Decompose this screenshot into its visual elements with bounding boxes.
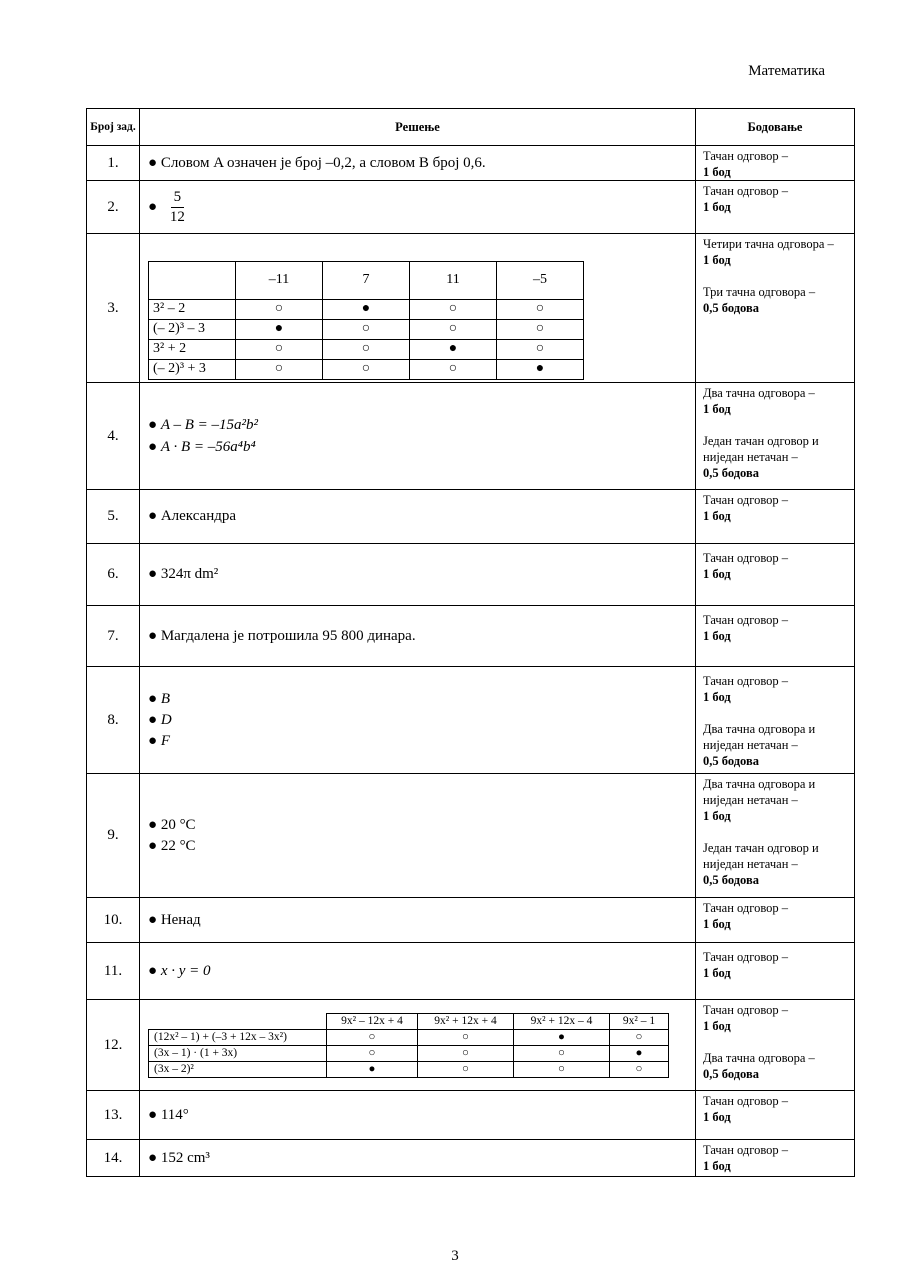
bullet: ● bbox=[148, 439, 158, 455]
header-scoring: Бодовање bbox=[696, 109, 855, 146]
bullet: ● bbox=[148, 816, 158, 833]
task-number: 7. bbox=[87, 606, 140, 667]
grid-mark: ● bbox=[410, 339, 497, 359]
task-number: 11. bbox=[87, 943, 140, 1000]
task-number: 9. bbox=[87, 774, 140, 898]
task-number: 13. bbox=[87, 1091, 140, 1140]
scoring-cell bbox=[696, 234, 855, 383]
grid-mark: ● bbox=[323, 299, 410, 319]
answer-cell bbox=[140, 606, 696, 667]
scoring-line: Тачан одговор – bbox=[703, 1003, 789, 1017]
solutions-table bbox=[86, 108, 855, 1177]
scoring-cell bbox=[696, 1091, 855, 1140]
grid-row-label: (– 2)³ + 3 bbox=[149, 359, 236, 379]
answer-cell bbox=[140, 1000, 696, 1091]
table-row bbox=[87, 181, 855, 234]
answer-fraction bbox=[167, 188, 188, 227]
page-number: 3 bbox=[451, 1248, 459, 1264]
grid-mark: ○ bbox=[497, 339, 584, 359]
scoring-line: Један тачан одговор и ниједан нетачан – bbox=[703, 434, 819, 464]
grid-mark: ● bbox=[327, 1061, 418, 1077]
answer-text: Магдалена је потрошила 95 800 динара. bbox=[160, 627, 416, 644]
grid-mark: ○ bbox=[418, 1045, 514, 1061]
scoring-line: Тачан одговор – bbox=[703, 613, 789, 627]
answer-text: 22 °C bbox=[160, 837, 196, 854]
scoring-points: 1 бод bbox=[703, 1159, 731, 1173]
scoring-line: Тачан одговор – bbox=[703, 551, 789, 565]
scoring-line: Тачан одговор – bbox=[703, 149, 789, 163]
grid-mark: ○ bbox=[418, 1029, 514, 1045]
answer-line bbox=[148, 731, 695, 752]
task-number: 3. bbox=[87, 234, 140, 383]
grid-mark: ○ bbox=[323, 319, 410, 339]
fraction-denominator: 12 bbox=[169, 208, 185, 225]
scoring-cell bbox=[696, 490, 855, 544]
scoring-line: Тачан одговор – bbox=[703, 184, 789, 198]
grid-header-row bbox=[149, 261, 584, 299]
header-solution: Решење bbox=[140, 109, 696, 146]
table-row bbox=[87, 1000, 855, 1091]
scoring-cell bbox=[696, 1140, 855, 1177]
grid-header-row bbox=[149, 1013, 669, 1029]
bullet: ● bbox=[148, 962, 158, 979]
header-task-number: Број зад. bbox=[87, 109, 140, 146]
grid-mark: ● bbox=[236, 319, 323, 339]
scoring-line: Два тачна одговора и ниједан нетачан – bbox=[703, 722, 816, 752]
grid-column-header: 9x² – 1 bbox=[610, 1013, 669, 1029]
grid-row bbox=[149, 299, 584, 319]
answer-text: Александра bbox=[160, 508, 237, 524]
scoring-points: 0,5 бодова bbox=[703, 466, 759, 480]
fraction-numerator: 5 bbox=[171, 188, 185, 208]
answer-text: Ненад bbox=[160, 911, 201, 928]
bullet: ● bbox=[148, 837, 158, 854]
grid-mark: ○ bbox=[236, 299, 323, 319]
answer-cell bbox=[140, 234, 696, 383]
grid-row bbox=[149, 319, 584, 339]
answer-text: x · y = 0 bbox=[160, 962, 211, 979]
grid-mark: ● bbox=[497, 359, 584, 379]
grid-mark: ○ bbox=[327, 1029, 418, 1045]
scoring-points: 1 бод bbox=[703, 165, 731, 179]
grid-mark: ○ bbox=[323, 359, 410, 379]
task-number: 12. bbox=[87, 1000, 140, 1091]
scoring-line: Један тачан одговор и ниједан нетачан – bbox=[703, 841, 819, 871]
task-number: 5. bbox=[87, 490, 140, 544]
scoring-line: Тачан одговор – bbox=[703, 901, 789, 915]
grid-row bbox=[149, 339, 584, 359]
task-number: 1. bbox=[87, 146, 140, 181]
table-row bbox=[87, 943, 855, 1000]
answer-line bbox=[148, 815, 695, 836]
table-row bbox=[87, 146, 855, 181]
document-subject: Математика bbox=[748, 63, 825, 79]
scoring-points: 1 бод bbox=[703, 917, 731, 931]
table-row bbox=[87, 1091, 855, 1140]
scoring-cell bbox=[696, 943, 855, 1000]
scoring-points: 0,5 бодова bbox=[703, 754, 759, 768]
table-row bbox=[87, 667, 855, 774]
answer-text: Словом A означен је број –0,2, а словом B број 0,6. bbox=[160, 154, 486, 171]
grid-mark: ○ bbox=[236, 359, 323, 379]
scoring-line: Четири тачна одговора – bbox=[703, 237, 834, 251]
scoring-line: Тачан одговор – bbox=[703, 1094, 789, 1108]
scoring-points: 1 бод bbox=[703, 629, 731, 643]
grid-row bbox=[149, 1045, 669, 1061]
answer-text: 152 cm³ bbox=[160, 1149, 210, 1166]
scoring-cell bbox=[696, 383, 855, 490]
scoring-points: 1 бод bbox=[703, 690, 731, 704]
grid-mark: ○ bbox=[514, 1045, 610, 1061]
answer-cell bbox=[140, 774, 696, 898]
grid-mark: ○ bbox=[418, 1061, 514, 1077]
grid-corner bbox=[149, 1013, 327, 1029]
scoring-points: 1 бод bbox=[703, 509, 731, 523]
scoring-cell bbox=[696, 606, 855, 667]
table-row bbox=[87, 490, 855, 544]
answer-text: D bbox=[160, 711, 172, 728]
scoring-points: 1 бод bbox=[703, 402, 731, 416]
bullet: ● bbox=[148, 508, 158, 524]
scoring-cell bbox=[696, 667, 855, 774]
answer-cell bbox=[140, 146, 696, 181]
grid-corner bbox=[149, 261, 236, 299]
table-row bbox=[87, 774, 855, 898]
answer-line bbox=[148, 836, 695, 857]
scoring-points: 1 бод bbox=[703, 809, 731, 823]
scoring-line: Три тачна одговора – bbox=[703, 285, 816, 299]
scoring-line: Два тачна одговора – bbox=[703, 386, 815, 400]
answer-cell bbox=[140, 544, 696, 606]
scoring-line: Два тачна одговора и ниједан нетачан – bbox=[703, 777, 816, 807]
scoring-points: 0,5 бодова bbox=[703, 873, 759, 887]
answer-line bbox=[148, 414, 695, 436]
answer-text: F bbox=[160, 732, 170, 749]
answer-cell bbox=[140, 181, 696, 234]
grid-mark: ○ bbox=[610, 1061, 669, 1077]
answer-grid bbox=[148, 261, 584, 380]
grid-mark: ○ bbox=[327, 1045, 418, 1061]
task-number: 8. bbox=[87, 667, 140, 774]
grid-row-label: (3x – 2)² bbox=[149, 1061, 327, 1077]
grid-mark: ○ bbox=[323, 339, 410, 359]
answer-text: 324π dm² bbox=[160, 566, 219, 582]
answer-text: B bbox=[160, 690, 170, 707]
bullet: ● bbox=[148, 154, 158, 171]
bullet: ● bbox=[148, 417, 158, 433]
grid-mark: ○ bbox=[410, 319, 497, 339]
grid-column-header: –5 bbox=[497, 261, 584, 299]
bullet: ● bbox=[148, 566, 158, 582]
grid-column-header: 7 bbox=[323, 261, 410, 299]
scoring-line: Тачан одговор – bbox=[703, 950, 789, 964]
grid-mark: ● bbox=[514, 1029, 610, 1045]
grid-mark: ○ bbox=[236, 339, 323, 359]
scoring-points: 0,5 бодова bbox=[703, 301, 759, 315]
grid-mark: ○ bbox=[497, 299, 584, 319]
scoring-points: 1 бод bbox=[703, 567, 731, 581]
answer-cell bbox=[140, 1091, 696, 1140]
grid-column-header: –11 bbox=[236, 261, 323, 299]
table-row bbox=[87, 234, 855, 383]
table-row bbox=[87, 606, 855, 667]
bullet: ● bbox=[148, 1149, 158, 1166]
scoring-line: Тачан одговор – bbox=[703, 1143, 789, 1157]
scoring-line: Тачан одговор – bbox=[703, 674, 789, 688]
scoring-cell bbox=[696, 181, 855, 234]
answer-cell bbox=[140, 1140, 696, 1177]
bullet: ● bbox=[148, 1106, 158, 1123]
bullet: ● bbox=[148, 911, 158, 928]
grid-row-label: (3x – 1) · (1 + 3x) bbox=[149, 1045, 327, 1061]
scoring-cell bbox=[696, 146, 855, 181]
scoring-points: 1 бод bbox=[703, 253, 731, 267]
answer-cell bbox=[140, 667, 696, 774]
grid-column-header: 9x² – 12x + 4 bbox=[327, 1013, 418, 1029]
answer-text: A · B = –56a⁴b⁴ bbox=[160, 439, 256, 455]
task-number: 4. bbox=[87, 383, 140, 490]
grid-mark: ○ bbox=[610, 1029, 669, 1045]
table-row bbox=[87, 898, 855, 943]
task-number: 6. bbox=[87, 544, 140, 606]
scoring-line: Тачан одговор – bbox=[703, 493, 789, 507]
answer-line bbox=[148, 710, 695, 731]
grid-column-header: 11 bbox=[410, 261, 497, 299]
scoring-points: 1 бод bbox=[703, 200, 731, 214]
bullet: ● bbox=[148, 198, 158, 215]
answer-cell bbox=[140, 898, 696, 943]
grid-column-header: 9x² + 12x + 4 bbox=[418, 1013, 514, 1029]
task-number: 10. bbox=[87, 898, 140, 943]
grid-row-label: (12x² – 1) + (–3 + 12x – 3x²) bbox=[149, 1029, 327, 1045]
answer-grid bbox=[148, 1013, 669, 1078]
bullet: ● bbox=[148, 711, 158, 728]
bullet: ● bbox=[148, 627, 158, 644]
task-number: 2. bbox=[87, 181, 140, 234]
answer-cell bbox=[140, 943, 696, 1000]
grid-mark: ○ bbox=[514, 1061, 610, 1077]
answer-cell bbox=[140, 490, 696, 544]
scoring-points: 1 бод bbox=[703, 1019, 731, 1033]
grid-row bbox=[149, 1061, 669, 1077]
answer-text: A – B = –15a²b² bbox=[160, 417, 258, 433]
grid-row bbox=[149, 1029, 669, 1045]
grid-row-label: 3² + 2 bbox=[149, 339, 236, 359]
scoring-cell bbox=[696, 774, 855, 898]
grid-mark: ○ bbox=[410, 359, 497, 379]
grid-row-label: (– 2)³ – 3 bbox=[149, 319, 236, 339]
scoring-points: 0,5 бодова bbox=[703, 1067, 759, 1081]
scoring-cell bbox=[696, 544, 855, 606]
table-header-row bbox=[87, 109, 855, 146]
grid-mark: ○ bbox=[497, 319, 584, 339]
bullet: ● bbox=[148, 732, 158, 749]
answer-text: 114° bbox=[160, 1106, 189, 1123]
grid-mark: ● bbox=[610, 1045, 669, 1061]
task-number: 14. bbox=[87, 1140, 140, 1177]
answer-cell bbox=[140, 383, 696, 490]
scoring-points: 1 бод bbox=[703, 1110, 731, 1124]
scoring-cell bbox=[696, 1000, 855, 1091]
grid-row-label: 3² – 2 bbox=[149, 299, 236, 319]
grid-row bbox=[149, 359, 584, 379]
scoring-points: 1 бод bbox=[703, 966, 731, 980]
grid-column-header: 9x² + 12x – 4 bbox=[514, 1013, 610, 1029]
table-row bbox=[87, 544, 855, 606]
grid-mark: ○ bbox=[410, 299, 497, 319]
table-row bbox=[87, 1140, 855, 1177]
answer-text: 20 °C bbox=[160, 816, 196, 833]
table-row bbox=[87, 383, 855, 490]
answer-line bbox=[148, 689, 695, 710]
scoring-cell bbox=[696, 898, 855, 943]
answer-line bbox=[148, 436, 695, 458]
scoring-line: Два тачна одговора – bbox=[703, 1051, 815, 1065]
bullet: ● bbox=[148, 690, 158, 707]
